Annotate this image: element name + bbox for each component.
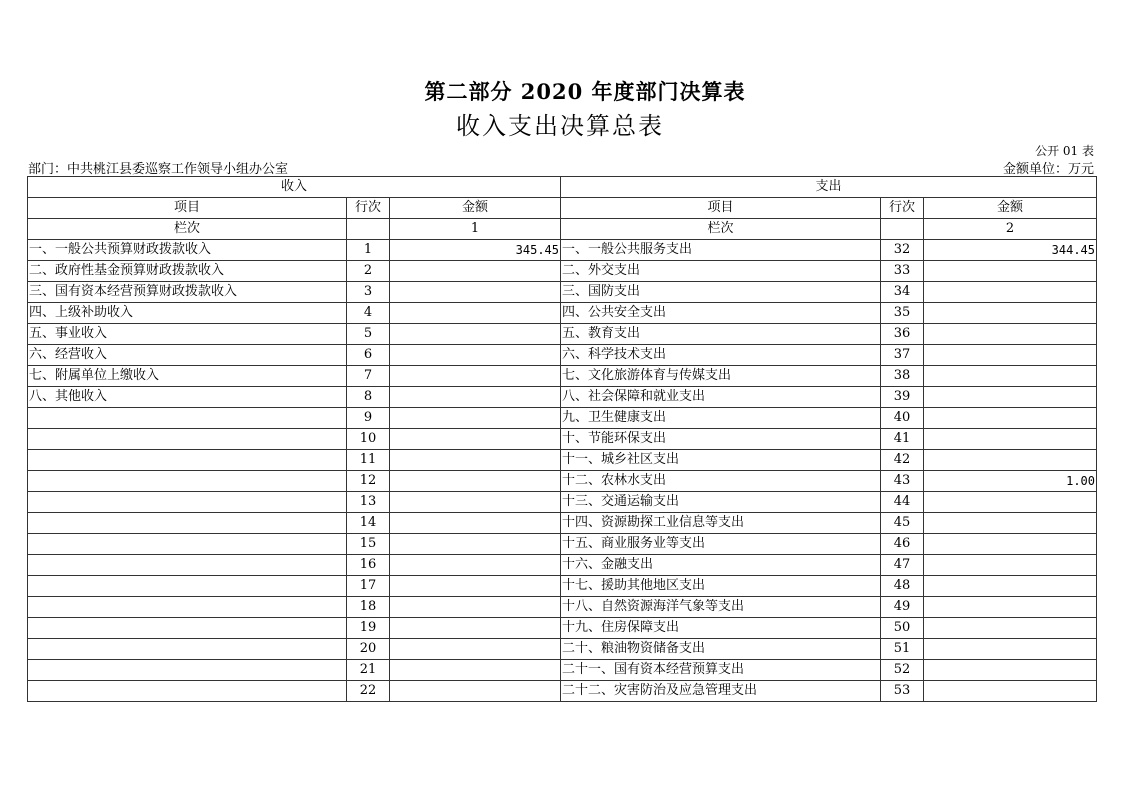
expense-row-no-cell: 34	[881, 282, 924, 303]
income-amount-cell	[390, 534, 561, 555]
income-row-no-cell: 12	[347, 471, 390, 492]
income-expense-table	[27, 176, 1097, 702]
expense-row-no-cell: 33	[881, 261, 924, 282]
expense-item-cell: 十四、资源勘探工业信息等支出	[561, 513, 881, 534]
expense-row-no-cell: 46	[881, 534, 924, 555]
expense-item-header: 项目	[561, 198, 881, 219]
income-row-no-cell: 10	[347, 429, 390, 450]
income-amount-cell	[390, 660, 561, 681]
expense-row-no-cell: 41	[881, 429, 924, 450]
expense-amount-cell	[924, 324, 1097, 345]
amount-unit-label: 金额单位：万元	[1002, 162, 1094, 177]
expense-section-header: 支出	[561, 177, 1097, 198]
income-amount-cell	[390, 492, 561, 513]
income-item-cell	[28, 429, 347, 450]
table-row	[28, 324, 1097, 345]
expense-item-cell: 七、文化旅游体育与传媒支出	[561, 366, 881, 387]
table-row	[28, 576, 1097, 597]
income-row-no-cell: 5	[347, 324, 390, 345]
table-row	[28, 597, 1097, 618]
expense-item-cell: 八、社会保障和就业支出	[561, 387, 881, 408]
expense-item-cell: 十五、商业服务业等支出	[561, 534, 881, 555]
expense-row-no-cell: 44	[881, 492, 924, 513]
income-row-no-header: 行次	[347, 198, 390, 219]
income-row-no-cell: 21	[347, 660, 390, 681]
expense-row-no-cell: 42	[881, 450, 924, 471]
expense-row-no-cell: 45	[881, 513, 924, 534]
expense-amount-cell	[924, 492, 1097, 513]
income-row-no-cell: 16	[347, 555, 390, 576]
expense-amount-cell	[924, 576, 1097, 597]
table-row	[28, 345, 1097, 366]
income-amount-cell	[390, 303, 561, 324]
table-row	[28, 618, 1097, 639]
table-row	[28, 429, 1097, 450]
table-row	[28, 303, 1097, 324]
expense-row-no-cell: 36	[881, 324, 924, 345]
expense-amount-cell	[924, 513, 1097, 534]
income-row-no-cell: 6	[347, 345, 390, 366]
income-column-number: 1	[390, 219, 561, 240]
expense-item-cell: 十八、自然资源海洋气象等支出	[561, 597, 881, 618]
income-row-no-cell: 7	[347, 366, 390, 387]
expense-item-cell: 四、公共安全支出	[561, 303, 881, 324]
table-row	[28, 261, 1097, 282]
income-amount-cell	[390, 261, 561, 282]
income-amount-cell	[390, 576, 561, 597]
expense-item-cell: 十九、住房保障支出	[561, 618, 881, 639]
section-header-row	[28, 177, 1097, 198]
income-row-no-cell: 2	[347, 261, 390, 282]
form-number: 公开 01 表	[1035, 144, 1094, 158]
expense-row-no-cell: 48	[881, 576, 924, 597]
income-row-no-cell: 11	[347, 450, 390, 471]
income-item-cell: 六、经营收入	[28, 345, 347, 366]
expense-row-no-cell: 37	[881, 345, 924, 366]
income-amount-header: 金额	[390, 198, 561, 219]
income-amount-cell	[390, 681, 561, 702]
income-item-cell: 八、其他收入	[28, 387, 347, 408]
income-item-cell: 二、政府性基金预算财政拨款收入	[28, 261, 347, 282]
expense-amount-cell	[924, 261, 1097, 282]
expense-amount-cell	[924, 282, 1097, 303]
income-item-cell	[28, 576, 347, 597]
income-item-cell	[28, 450, 347, 471]
income-item-cell	[28, 681, 347, 702]
expense-amount-cell	[924, 303, 1097, 324]
expense-row-no-cell: 52	[881, 660, 924, 681]
expense-amount-cell: 344.45	[924, 240, 1097, 261]
income-row-no-cell: 8	[347, 387, 390, 408]
income-item-cell	[28, 639, 347, 660]
income-item-header: 项目	[28, 198, 347, 219]
expense-row-no-blank	[881, 219, 924, 240]
income-amount-cell	[390, 639, 561, 660]
income-row-no-cell: 9	[347, 408, 390, 429]
expense-amount-cell	[924, 534, 1097, 555]
expense-item-cell: 十二、农林水支出	[561, 471, 881, 492]
expense-amount-cell	[924, 345, 1097, 366]
income-amount-cell	[390, 597, 561, 618]
income-amount-cell	[390, 450, 561, 471]
income-amount-cell	[390, 324, 561, 345]
table-row	[28, 639, 1097, 660]
table-row	[28, 240, 1097, 261]
income-amount-cell	[390, 471, 561, 492]
expense-item-cell: 九、卫生健康支出	[561, 408, 881, 429]
income-row-no-cell: 15	[347, 534, 390, 555]
income-amount-cell	[390, 618, 561, 639]
table-row	[28, 366, 1097, 387]
table-row	[28, 513, 1097, 534]
column-number-row	[28, 219, 1097, 240]
expense-amount-cell	[924, 429, 1097, 450]
income-row-no-cell: 19	[347, 618, 390, 639]
expense-row-no-cell: 53	[881, 681, 924, 702]
expense-amount-header: 金额	[924, 198, 1097, 219]
table-row	[28, 555, 1097, 576]
expense-amount-cell	[924, 639, 1097, 660]
income-row-no-cell: 4	[347, 303, 390, 324]
expense-row-no-cell: 47	[881, 555, 924, 576]
income-row-no-cell: 3	[347, 282, 390, 303]
income-amount-cell	[390, 366, 561, 387]
income-item-cell	[28, 660, 347, 681]
expense-amount-cell	[924, 555, 1097, 576]
expense-item-cell: 十三、交通运输支出	[561, 492, 881, 513]
income-row-no-cell: 20	[347, 639, 390, 660]
expense-item-cell: 十一、城乡社区支出	[561, 450, 881, 471]
expense-item-cell: 二十二、灾害防治及应急管理支出	[561, 681, 881, 702]
expense-item-cell: 一、一般公共服务支出	[561, 240, 881, 261]
page-title: 第二部分 2020 年度部门决算表	[424, 79, 746, 104]
expense-item-cell: 二、外交支出	[561, 261, 881, 282]
income-row-no-cell: 14	[347, 513, 390, 534]
expense-item-cell: 十七、援助其他地区支出	[561, 576, 881, 597]
expense-amount-cell	[924, 660, 1097, 681]
expense-item-cell: 三、国防支出	[561, 282, 881, 303]
expense-item-cell: 五、教育支出	[561, 324, 881, 345]
income-item-cell	[28, 555, 347, 576]
expense-amount-cell	[924, 366, 1097, 387]
income-item-cell	[28, 534, 347, 555]
expense-amount-cell	[924, 681, 1097, 702]
expense-row-no-cell: 50	[881, 618, 924, 639]
expense-amount-cell	[924, 387, 1097, 408]
expense-row-no-cell: 39	[881, 387, 924, 408]
expense-amount-cell	[924, 597, 1097, 618]
income-amount-cell	[390, 282, 561, 303]
income-item-cell	[28, 408, 347, 429]
table-row	[28, 492, 1097, 513]
income-section-header: 收入	[28, 177, 561, 198]
income-amount-cell	[390, 555, 561, 576]
table-row	[28, 534, 1097, 555]
income-item-cell	[28, 618, 347, 639]
income-row-no-cell: 1	[347, 240, 390, 261]
expense-item-cell: 六、科学技术支出	[561, 345, 881, 366]
expense-column-label: 栏次	[561, 219, 881, 240]
income-item-cell	[28, 471, 347, 492]
income-item-cell: 三、国有资本经营预算财政拨款收入	[28, 282, 347, 303]
expense-amount-cell	[924, 408, 1097, 429]
expense-item-cell: 十六、金融支出	[561, 555, 881, 576]
income-item-cell: 七、附属单位上缴收入	[28, 366, 347, 387]
expense-row-no-cell: 49	[881, 597, 924, 618]
expense-row-no-cell: 35	[881, 303, 924, 324]
department-label: 部门：中共桃江县委巡察工作领导小组办公室	[28, 162, 289, 177]
income-item-cell	[28, 513, 347, 534]
income-row-no-cell: 18	[347, 597, 390, 618]
table-row	[28, 387, 1097, 408]
expense-row-no-cell: 38	[881, 366, 924, 387]
expense-row-no-cell: 32	[881, 240, 924, 261]
expense-row-no-cell: 51	[881, 639, 924, 660]
income-amount-cell: 345.45	[390, 240, 561, 261]
table-row	[28, 450, 1097, 471]
income-item-cell	[28, 492, 347, 513]
income-item-cell: 四、上级补助收入	[28, 303, 347, 324]
income-item-cell	[28, 597, 347, 618]
table-title: 收入支出决算总表	[456, 112, 664, 140]
income-amount-cell	[390, 513, 561, 534]
income-row-no-cell: 22	[347, 681, 390, 702]
expense-item-cell: 十、节能环保支出	[561, 429, 881, 450]
income-amount-cell	[390, 345, 561, 366]
table-row	[28, 282, 1097, 303]
expense-column-number: 2	[924, 219, 1097, 240]
income-amount-cell	[390, 408, 561, 429]
table-row	[28, 660, 1097, 681]
expense-item-cell: 二十一、国有资本经营预算支出	[561, 660, 881, 681]
expense-item-cell: 二十、粮油物资储备支出	[561, 639, 881, 660]
income-column-label: 栏次	[28, 219, 347, 240]
income-amount-cell	[390, 429, 561, 450]
expense-row-no-cell: 40	[881, 408, 924, 429]
income-row-no-blank	[347, 219, 390, 240]
income-amount-cell	[390, 387, 561, 408]
table-row	[28, 408, 1097, 429]
expense-row-no-header: 行次	[881, 198, 924, 219]
table-row	[28, 471, 1097, 492]
income-item-cell: 一、一般公共预算财政拨款收入	[28, 240, 347, 261]
expense-amount-cell	[924, 450, 1097, 471]
income-row-no-cell: 17	[347, 576, 390, 597]
column-header-row	[28, 198, 1097, 219]
income-row-no-cell: 13	[347, 492, 390, 513]
expense-amount-cell	[924, 618, 1097, 639]
expense-row-no-cell: 43	[881, 471, 924, 492]
expense-amount-cell: 1.00	[924, 471, 1097, 492]
income-item-cell: 五、事业收入	[28, 324, 347, 345]
table-row	[28, 681, 1097, 702]
